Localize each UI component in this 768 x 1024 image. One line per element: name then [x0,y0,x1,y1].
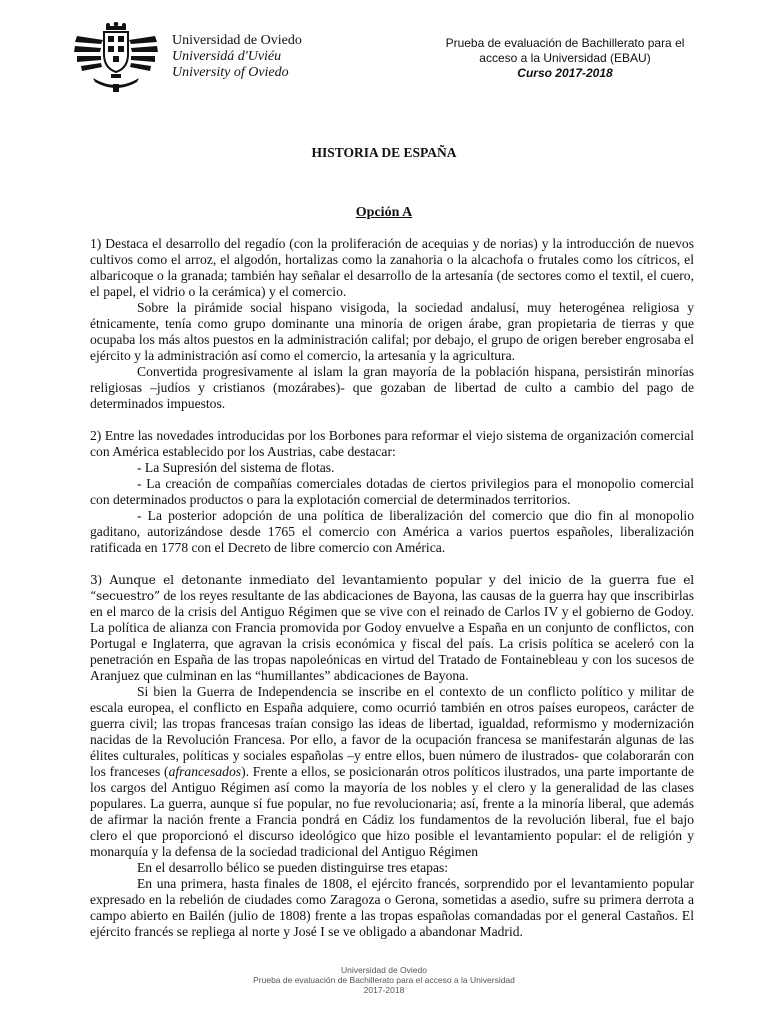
exam-header [420,36,710,81]
footer-line-3: 2017-2018 [363,985,405,995]
footer-line-1: Universidad de Oviedo [341,965,427,975]
answer-3-paragraph-2 [90,684,694,860]
answer-3-paragraph [90,572,694,684]
answer-1-paragraph-3: Convertida progresivamente al islam la gran mayoría de la población hispana, persistirán minorías religiosas –judíos y cristianos (mozárabes)- que gozaban de libertad de culto a cambio del pago de determinados impuestos. [90,364,694,411]
university-name-en: University of Oviedo [172,65,289,80]
answer-3-first-line: 3) Aunque el detonante inmediato del levantamiento popular y del inicio de la guerra fue el “secuestro” [90,573,694,603]
university-name-es: Universidad de Oviedo [172,33,302,48]
option-heading: Opción A [355,205,413,220]
page-footer [0,965,768,995]
answer-2-item-2: - La creación de compañías comerciales dotadas de ciertos privilegios para el monopolio comercial con determinados productos o para la explotación comercial de determinados territorios. [90,476,694,507]
university-name-ast: Universidá d'Uviéu [172,49,282,64]
exam-course: Curso 2017-2018 [517,66,613,80]
answer-2-item-3: - La posterior adopción de una política de liberalización del comercio que dio fin al monopolio gaditano, autorizándose desde 1765 el comercio con América a varios puertos españoles, liberalización ratificada en 1778 con el Decreto de libre comercio con América. [90,508,694,555]
answer-body [90,236,694,940]
document-title: HISTORIA DE ESPAÑA [311,145,457,160]
answer-3-paragraph-4: En una primera, hasta finales de 1808, el ejército francés, sorprendido por el levantamiento popular expresado en la rebelión de ciudades como Zaragoza o Gerona, sometidas a asedio, sufre su primera derrota a campo abierto en Bailén (julio de 1808) frente a las tropas españolas comandadas por el general Castaños. El ejército francés se repliega al norte y José I se ve obligado a abandonar Madrid. [90,876,694,939]
exam-line-2: acceso a la Universidad (EBAU) [479,51,651,65]
answer-1-paragraph: 1) Destaca el desarrollo del regadío (con la proliferación de acequias y de norias) y la introducción de nuevos cultivos como el arroz, el algodón, hortalizas como la zanahoria o la alcachofa o frutales como los cítricos, el albaricoque o la granada; también hay señalar el desarrollo de la artesanía (de sectores como el textil, el cuero, el papel, el vidrio o la cerámica) y el comercio. [90,236,694,299]
answer-2-paragraph: 2) Entre las novedades introducidas por los Borbones para reformar el viejo sistema de organización comercial con América establecido por los Austrias, cabe destacar: [90,428,694,459]
university-name-block [172,33,302,81]
afrancesados-term: afrancesados [168,764,242,779]
answer-3-paragraph-2-part-a: Si bien la Guerra de Independencia se inscribe en el contexto de un conflicto político y militar de escala europea, el conflicto en España adquiere, como ocurrió también en otros países europeos, carácter de guerra civil; las tropas francesas traían consigo las ideas de libertad, igualdad, reformismo y modernización nacidas de la Revolución Francesa. Por ello, a favor de la ocupación francesa se manifestarán algunas de las élites culturales, políticas y sociales españolas –y entre ellos, buen número de ilustrados- que colaborarán con los franceses ( [90,684,694,779]
footer-line-2: Prueba de evaluación de Bachillerato para el acceso a la Universidad [253,975,515,985]
university-coat-of-arms-icon [73,22,159,94]
answer-1-paragraph-2: Sobre la pirámide social hispano visigoda, la sociedad andalusí, muy heterogénea religiosa y étnicamente, tenía como grupo dominante una minoría de origen árabe, gran propietaria de tierras y que ocupaba los más altos puestos en la administración califal; por debajo, el grupo de origen bereber engrosaba el ejército y la administración así como el comercio, la artesanía y la agricultura. [90,300,694,363]
answer-2-item-1: - La Supresión del sistema de flotas. [137,460,335,475]
answer-3-paragraph-2-part-b: ). Frente a ellos, se posicionarán otros políticos ilustrados, una parte importante de los cargos del Antiguo Régimen así como la mayoría de los nobles y el clero y la generalidad de las clases populares. La guerra, aunque sí fue popular, no fue revolucionaria; así, frente a la minoría liberal, que además de afirmar la nación frente a Francia pondrá en Cádiz los fundamentos de la revolución liberal, fue el bajo clero el que proporcionó el discurso ideológico que hizo posible el levantamiento popular: el de religión y monarquía y la defensa de la sociedad tradicional del Antiguo Régimen [90,764,694,859]
answer-3-paragraph-3: En el desarrollo bélico se pueden distinguirse tres etapas: [137,860,449,875]
exam-line-1: Prueba de evaluación de Bachillerato para el [445,36,685,50]
answer-3-rest: de los reyes resultante de las abdicaciones de Bayona, las causas de la guerra hay que inscribirlas en el marco de la crisis del Antiguo Régimen que se vive con el reinado de Carlos IV y el gobierno de Godoy. La política de alianza con Francia promovida por Godoy envuelve a España en un conjunto de conflictos, con Portugal e Inglaterra, que agravan la crisis económica y fiscal del país. La crisis política se aceleró con la penetración en España de las tropas napoleónicas en virtud del Tratado de Fontainebleau y con los sucesos de Aranjuez que culminan en las “humillantes” abdicaciones de Bayona. [90,588,694,683]
